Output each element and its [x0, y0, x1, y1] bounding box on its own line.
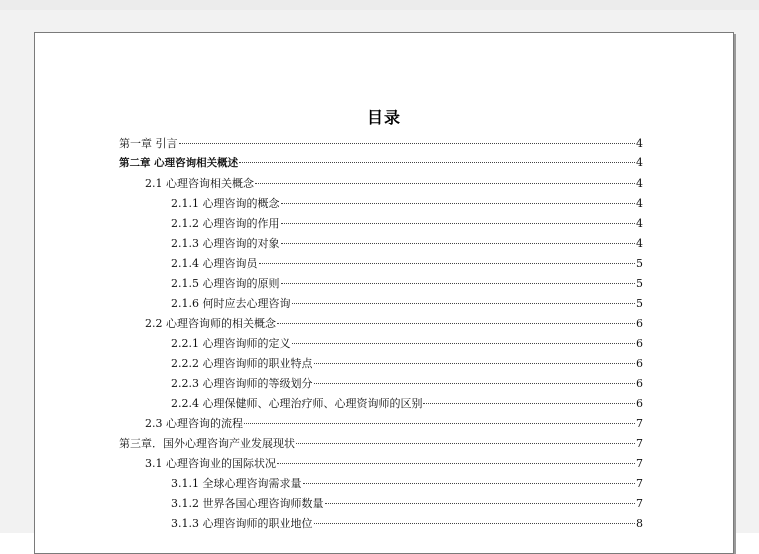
toc-entry-page-number: 7	[636, 437, 643, 450]
toc-leader-dots	[296, 443, 635, 444]
toc-entry-label: 3.1.1 全球心理咨询需求量	[171, 477, 302, 490]
toc-entry[interactable]	[119, 255, 643, 275]
toc-entry[interactable]	[119, 175, 643, 195]
toc-entry-page-number: 4	[636, 237, 643, 250]
toc-entry-label: 3.1.2 世界各国心理咨询师数量	[171, 497, 324, 510]
toc-entry-page-number: 4	[636, 197, 643, 210]
toc-leader-dots	[281, 203, 636, 204]
toc-entry-page-number: 4	[636, 137, 643, 150]
toc-entry-page-number: 5	[636, 277, 643, 290]
toc-entry-page-number: 4	[636, 217, 643, 230]
toc-leader-dots	[255, 183, 635, 184]
toc-entry[interactable]	[119, 515, 643, 535]
toc-leader-dots	[292, 343, 636, 344]
document-page[interactable]	[34, 32, 734, 554]
window-top-strip	[0, 0, 759, 10]
toc-entry-page-number: 4	[636, 156, 643, 169]
toc-entry[interactable]	[119, 275, 643, 295]
toc-entry[interactable]	[119, 135, 643, 155]
toc-entry-label: 2.1.1 心理咨询的概念	[171, 197, 280, 210]
toc-entry-label: 第一章 引言	[119, 137, 178, 150]
toc-leader-dots	[277, 463, 635, 464]
toc-entry[interactable]	[119, 455, 643, 475]
toc-entry[interactable]	[119, 195, 643, 215]
toc-entry-label: 2.2 心理咨询师的相关概念	[145, 317, 276, 330]
toc-leader-dots	[314, 383, 636, 384]
toc-entry-label: 2.2.4 心理保健师、心理治疗师、心理资询师的区别	[171, 397, 423, 410]
toc-entry-page-number: 6	[636, 357, 643, 370]
toc-leader-dots	[281, 283, 636, 284]
toc-entry-page-number: 6	[636, 397, 643, 410]
toc-entry[interactable]	[119, 295, 643, 315]
toc-leader-dots	[423, 403, 635, 404]
toc-entry-page-number: 8	[636, 517, 643, 530]
toc-entry-label: 2.3 心理咨询的流程	[145, 417, 243, 430]
toc-entry[interactable]	[119, 395, 643, 415]
toc-entry-page-number: 6	[636, 317, 643, 330]
toc-entry-label: 3.1 心理咨询业的国际状况	[145, 457, 276, 470]
toc-leader-dots	[325, 503, 636, 504]
toc-leader-dots	[259, 263, 636, 264]
toc-entry[interactable]	[119, 495, 643, 515]
toc-leader-dots	[179, 143, 636, 144]
toc-entry-label: 第二章 心理咨询相关概述	[119, 157, 239, 169]
toc-entry[interactable]	[119, 375, 643, 395]
toc-entry[interactable]	[119, 435, 643, 455]
toc-entry-page-number: 6	[636, 337, 643, 350]
toc-leader-dots	[292, 303, 636, 304]
toc-entry-page-number: 7	[636, 497, 643, 510]
toc-entry-label: 2.1.2 心理咨询的作用	[171, 217, 280, 230]
toc-leader-dots	[281, 243, 636, 244]
toc-leader-dots	[314, 363, 636, 364]
toc-entry[interactable]	[119, 235, 643, 255]
toc-entry-page-number: 4	[636, 177, 643, 190]
toc-entry[interactable]	[119, 355, 643, 375]
toc-entry-label: 2.1 心理咨询相关概念	[145, 177, 254, 190]
toc-entry-label: 2.2.3 心理咨询师的等级划分	[171, 377, 313, 390]
toc-leader-dots	[277, 323, 635, 324]
toc-entry-label: 2.1.5 心理咨询的原则	[171, 277, 280, 290]
toc-leader-dots	[244, 423, 635, 424]
toc-entry-page-number: 5	[636, 257, 643, 270]
toc-leader-dots	[303, 483, 636, 484]
toc-entry-label: 2.1.4 心理咨询员	[171, 257, 258, 270]
toc-entry-page-number: 7	[636, 417, 643, 430]
toc-entry-label: 2.2.2 心理咨询师的职业特点	[171, 357, 313, 370]
toc-entry-label: 2.2.1 心理咨询师的定义	[171, 337, 291, 350]
toc-entry[interactable]	[119, 215, 643, 235]
toc-entry-page-number: 7	[636, 457, 643, 470]
toc-entry[interactable]	[119, 415, 643, 435]
toc-entry[interactable]	[119, 155, 643, 175]
toc-leader-dots	[314, 523, 636, 524]
toc-entry-label: 2.1.6 何时应去心理咨询	[171, 297, 291, 310]
table-of-contents	[119, 135, 643, 535]
toc-entry-page-number: 5	[636, 297, 643, 310]
toc-entry-label: 3.1.3 心理咨询师的职业地位	[171, 517, 313, 530]
toc-entry-label: 第三章．国外心理咨询产业发展现状	[119, 437, 295, 450]
toc-leader-dots	[281, 223, 636, 224]
toc-entry[interactable]	[119, 335, 643, 355]
toc-entry[interactable]	[119, 475, 643, 495]
toc-entry-page-number: 7	[636, 477, 643, 490]
toc-entry-page-number: 6	[636, 377, 643, 390]
toc-title: 目录	[366, 108, 401, 127]
toc-leader-dots	[239, 162, 635, 163]
toc-entry[interactable]	[119, 315, 643, 335]
toc-entry-label: 2.1.3 心理咨询的对象	[171, 237, 280, 250]
